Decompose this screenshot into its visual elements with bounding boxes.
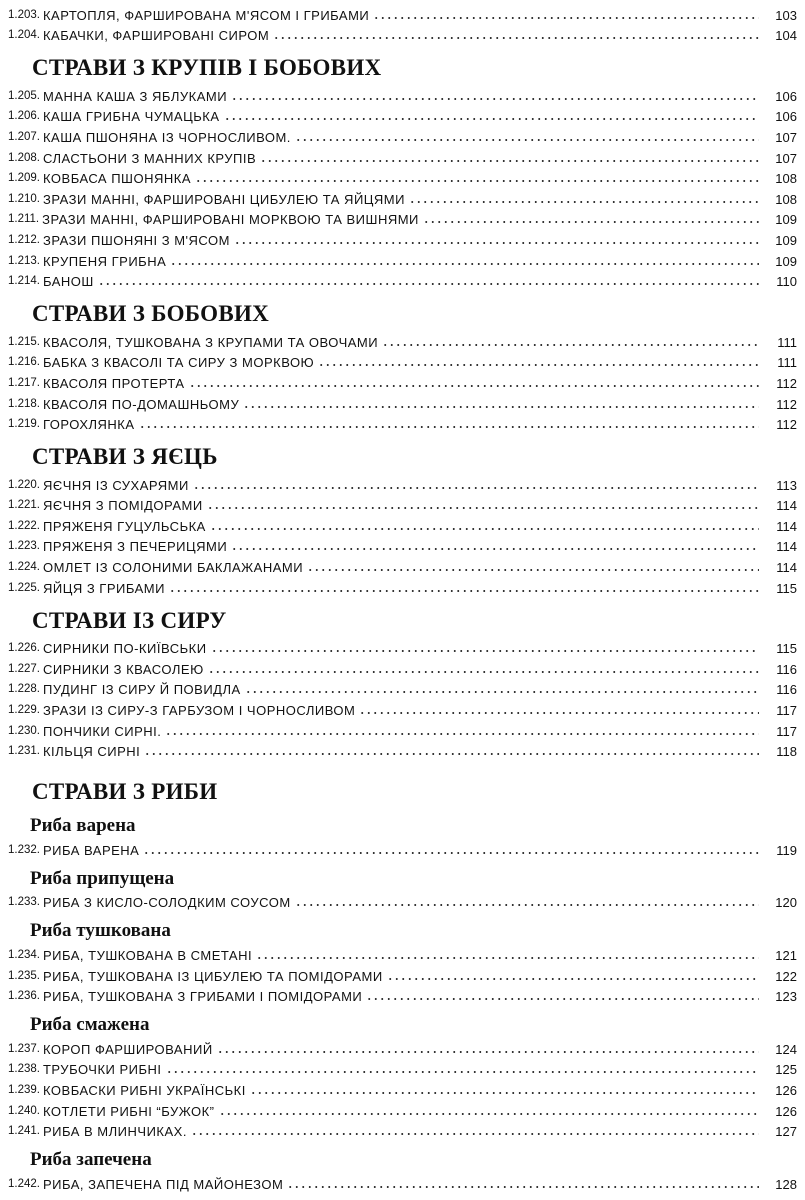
dot-leader bbox=[219, 1112, 760, 1116]
dot-leader bbox=[318, 363, 759, 367]
toc-entry bbox=[8, 23, 797, 44]
toc-entry bbox=[8, 984, 797, 1005]
toc-entry bbox=[8, 718, 797, 739]
entry-number: 1.220. bbox=[8, 478, 40, 491]
toc-entry bbox=[8, 145, 797, 166]
toc-entry bbox=[8, 1077, 797, 1098]
entry-page: 123 bbox=[775, 989, 797, 1005]
entry-page: 109 bbox=[775, 212, 797, 228]
toc-entry bbox=[8, 1057, 797, 1078]
entry-title: ЗРАЗИ ПШОНЯНІ З М'ЯСОМ bbox=[42, 232, 230, 248]
entry-title: ПОНЧИКИ СИРНІ. bbox=[42, 723, 162, 739]
toc-entry bbox=[8, 837, 797, 858]
toc-entry bbox=[8, 677, 797, 698]
entry-title: СИРНИКИ З КВАСОЛЕЮ bbox=[42, 661, 204, 677]
entry-title: ГОРОХЛЯНКА bbox=[42, 417, 135, 433]
entry-number: 1.209. bbox=[8, 172, 40, 185]
dot-leader bbox=[217, 1050, 759, 1054]
entry-number: 1.206. bbox=[8, 110, 40, 123]
toc-subsection bbox=[8, 868, 797, 911]
section-heading: СТРАВИ ІЗ СИРУ bbox=[32, 607, 227, 633]
entry-number: 1.239. bbox=[8, 1083, 40, 1096]
entry-page: 113 bbox=[776, 477, 797, 493]
fish-subsections bbox=[8, 815, 797, 1192]
toc-entry bbox=[8, 1119, 797, 1140]
toc-entry bbox=[8, 412, 797, 433]
toc-entry bbox=[8, 942, 797, 963]
entry-title: ПУДИНГ ІЗ СИРУ Й ПОВИДЛА bbox=[42, 682, 241, 698]
entry-number: 1.207. bbox=[8, 130, 40, 143]
entry-title: КАБАЧКИ, ФАРШИРОВАНІ СИРОМ bbox=[42, 28, 270, 44]
entry-page: 108 bbox=[775, 191, 797, 207]
entry-title: КАША ПШОНЯНА ІЗ ЧОРНОСЛИВОМ. bbox=[42, 129, 291, 145]
toc-section bbox=[8, 608, 797, 760]
dot-leader bbox=[166, 1070, 759, 1074]
entry-page: 116 bbox=[776, 661, 797, 677]
entry-page: 126 bbox=[775, 1103, 797, 1119]
toc-entry bbox=[8, 575, 797, 596]
entry-title: КВАСОЛЯ ПРОТЕРТА bbox=[42, 375, 185, 391]
dot-leader bbox=[359, 711, 759, 715]
toc-entry bbox=[8, 207, 797, 228]
toc-entry bbox=[8, 697, 797, 718]
entry-number: 1.229. bbox=[8, 704, 40, 717]
dot-leader bbox=[144, 752, 759, 756]
dot-leader bbox=[189, 384, 759, 388]
entry-number: 1.205. bbox=[8, 89, 40, 102]
entry-page: 118 bbox=[776, 744, 797, 760]
dot-leader bbox=[260, 159, 759, 163]
entry-title: ОМЛЕТ ІЗ СОЛОНИМИ БАКЛАЖАНАМИ bbox=[42, 560, 304, 576]
dot-leader bbox=[243, 405, 759, 409]
toc-entry bbox=[8, 350, 797, 371]
entry-number: 1.238. bbox=[8, 1063, 40, 1076]
entry-title: РИБА, ТУШКОВАНА З ГРИБАМИ І ПОМІДОРАМИ bbox=[42, 989, 363, 1005]
entry-number: 1.210. bbox=[8, 192, 40, 205]
entry-number: 1.217. bbox=[8, 376, 40, 389]
entry-title: ПРЯЖЕНЯ З ПЕЧЕРИЦЯМИ bbox=[42, 539, 228, 555]
entry-page: 106 bbox=[775, 88, 797, 104]
toc-entry bbox=[8, 269, 797, 290]
entry-title: БАНОШ bbox=[42, 274, 94, 290]
toc-entry bbox=[8, 656, 797, 677]
entry-title: БАБКА З КВАСОЛІ ТА СИРУ З МОРКВОЮ bbox=[42, 355, 315, 371]
dot-leader bbox=[139, 425, 759, 429]
entry-number: 1.242. bbox=[8, 1177, 40, 1190]
entry-page: 128 bbox=[775, 1176, 797, 1192]
entry-title: КАРТОПЛЯ, ФАРШИРОВАНА М'ЯСОМ І ГРИБАМИ bbox=[42, 7, 370, 23]
entry-number: 1.221. bbox=[8, 499, 40, 512]
toc-entry bbox=[8, 1171, 797, 1192]
dot-leader bbox=[210, 527, 759, 531]
entry-number: 1.216. bbox=[8, 356, 40, 369]
entry-number: 1.222. bbox=[8, 519, 40, 532]
dot-leader bbox=[287, 1185, 759, 1189]
section-heading: СТРАВИ З КРУПІВ І БОБОВИХ bbox=[32, 55, 382, 81]
entry-number: 1.234. bbox=[8, 949, 40, 961]
dot-leader bbox=[409, 200, 759, 204]
entry-number: 1.223. bbox=[8, 540, 40, 553]
entry-page: 115 bbox=[776, 580, 797, 596]
dot-leader bbox=[256, 956, 759, 960]
toc-entry bbox=[8, 83, 797, 104]
dot-leader bbox=[170, 262, 759, 266]
entry-title: ЗРАЗИ МАННІ, ФАРШИРОВАНІ ЦИБУЛЕЮ ТА ЯЙЦЯМИ bbox=[42, 191, 405, 207]
dot-leader bbox=[273, 36, 759, 40]
entry-number: 1.226. bbox=[8, 642, 40, 655]
toc-entry bbox=[8, 1098, 797, 1119]
entry-number: 1.235. bbox=[8, 969, 40, 982]
entry-number: 1.211. bbox=[8, 213, 40, 226]
entry-page: 104 bbox=[775, 28, 797, 44]
dot-leader bbox=[165, 732, 759, 736]
entry-number: 1.212. bbox=[8, 233, 40, 246]
entry-title: РИБА З КИСЛО-СОЛОДКИМ СОУСОМ bbox=[42, 895, 291, 911]
entry-page: 121 bbox=[775, 948, 797, 963]
fish-section bbox=[8, 779, 797, 1192]
dot-leader bbox=[211, 649, 759, 653]
entry-title: КОРОП ФАРШИРОВАНИЙ bbox=[42, 1041, 213, 1057]
dot-leader bbox=[191, 1132, 759, 1136]
entry-page: 125 bbox=[775, 1062, 797, 1078]
entry-title: КВАСОЛЯ ПО-ДОМАШНЬОМУ bbox=[42, 396, 240, 412]
toc-entry bbox=[8, 329, 797, 350]
entry-title: ЗРАЗИ МАННІ, ФАРШИРОВАНІ МОРКВОЮ ТА ВИШНЯМИ bbox=[42, 212, 419, 228]
entry-page: 103 bbox=[775, 7, 797, 23]
toc-entry bbox=[8, 1036, 797, 1057]
entry-number: 1.208. bbox=[8, 151, 40, 164]
toc-entry bbox=[8, 890, 797, 911]
entry-page: 112 bbox=[776, 396, 797, 412]
entry-number: 1.218. bbox=[8, 397, 40, 410]
entry-page: 111 bbox=[777, 334, 797, 350]
entry-page: 114 bbox=[776, 518, 797, 534]
dot-leader bbox=[307, 568, 759, 572]
entry-number: 1.241. bbox=[8, 1125, 40, 1138]
entry-number: 1.230. bbox=[8, 724, 40, 737]
entry-page: 112 bbox=[776, 417, 797, 433]
entry-page: 109 bbox=[775, 232, 797, 248]
entry-title: КВАСОЛЯ, ТУШКОВАНА З КРУПАМИ ТА ОВОЧАМИ bbox=[42, 334, 379, 350]
entry-title: КОВБАСА ПШОНЯНКА bbox=[42, 171, 191, 187]
dot-leader bbox=[387, 977, 759, 981]
entry-title: ЯЙЦЯ З ГРИБАМИ bbox=[42, 580, 165, 596]
entry-title: ЯЄЧНЯ З ПОМІДОРАМИ bbox=[42, 498, 203, 514]
dot-leader bbox=[193, 486, 759, 490]
section-heading: СТРАВИ З ЯЄЦЬ bbox=[32, 444, 218, 470]
entry-title: КІЛЬЦЯ СИРНІ bbox=[42, 744, 141, 760]
entry-page: 106 bbox=[775, 109, 797, 125]
entry-title: ПРЯЖЕНЯ ГУЦУЛЬСЬКА bbox=[42, 518, 206, 534]
entry-title: КАША ГРИБНА ЧУМАЦЬКА bbox=[42, 109, 220, 125]
entry-title: РИБА ВАРЕНА bbox=[42, 842, 140, 858]
toc-entry bbox=[8, 186, 797, 207]
entry-number: 1.232. bbox=[8, 843, 40, 856]
toc-entry bbox=[8, 104, 797, 125]
entry-title: ТРУБОЧКИ РИБНІ bbox=[42, 1062, 162, 1078]
entry-title: КОВБАСКИ РИБНІ УКРАЇНСЬКІ bbox=[42, 1082, 246, 1098]
entry-page: 108 bbox=[775, 171, 797, 187]
entry-number: 1.236. bbox=[8, 990, 40, 1003]
toc-entry bbox=[8, 534, 797, 555]
dot-leader bbox=[423, 220, 759, 224]
toc-entry bbox=[8, 472, 797, 493]
toc-entry bbox=[8, 636, 797, 657]
toc-entry bbox=[8, 248, 797, 269]
entry-title: РИБА, ТУШКОВАНА ІЗ ЦИБУЛЕЮ ТА ПОМІДОРАМИ bbox=[42, 968, 383, 984]
toc-section bbox=[8, 301, 797, 432]
section-heading: СТРАВИ З БОБОВИХ bbox=[32, 301, 270, 327]
dot-leader bbox=[250, 1091, 759, 1095]
top-entries bbox=[8, 2, 797, 43]
dot-leader bbox=[169, 589, 759, 593]
dot-leader bbox=[98, 282, 759, 286]
toc-entry bbox=[8, 513, 797, 534]
dot-leader bbox=[373, 16, 759, 20]
entry-page: 119 bbox=[776, 842, 797, 858]
toc-subsection bbox=[8, 815, 797, 858]
toc-entry bbox=[8, 963, 797, 984]
entry-number: 1.215. bbox=[8, 335, 40, 348]
entry-number: 1.225. bbox=[8, 581, 40, 594]
dot-leader bbox=[295, 903, 759, 907]
entry-title: ЗРАЗИ ІЗ СИРУ-З ГАРБУЗОМ І ЧОРНОСЛИВОМ bbox=[42, 703, 356, 719]
section-heading: СТРАВИ З РИБИ bbox=[32, 779, 218, 805]
entry-page: 122 bbox=[775, 968, 797, 984]
entry-page: 117 bbox=[776, 723, 797, 739]
entry-page: 114 bbox=[776, 498, 797, 514]
dot-leader bbox=[208, 670, 759, 674]
toc-entry bbox=[8, 370, 797, 391]
entry-title: РИБА, ТУШКОВАНА В СМЕТАНІ bbox=[42, 948, 253, 963]
entry-page: 109 bbox=[775, 253, 797, 269]
toc-subsection bbox=[8, 920, 797, 1004]
toc-entry bbox=[8, 166, 797, 187]
entry-title: СИРНИКИ ПО-КИЇВСЬКИ bbox=[42, 641, 207, 657]
entry-number: 1.233. bbox=[8, 896, 40, 909]
toc-entry bbox=[8, 493, 797, 514]
toc-sections bbox=[8, 55, 797, 759]
toc-entry bbox=[8, 2, 797, 23]
dot-leader bbox=[245, 690, 759, 694]
toc-entry bbox=[8, 554, 797, 575]
dot-leader bbox=[143, 851, 759, 855]
dot-leader bbox=[366, 997, 759, 1001]
entry-page: 112 bbox=[776, 375, 797, 391]
entry-number: 1.228. bbox=[8, 683, 40, 696]
subsection-heading: Риба варена bbox=[30, 815, 136, 837]
toc-entry bbox=[8, 391, 797, 412]
entry-title: СЛАСТЬОНИ З МАННИХ КРУПІВ bbox=[42, 150, 257, 166]
dot-leader bbox=[231, 547, 759, 551]
subsection-heading: Риба припущена bbox=[30, 867, 175, 889]
entry-title: ЯЄЧНЯ ІЗ СУХАРЯМИ bbox=[42, 477, 189, 493]
entry-page: 110 bbox=[776, 274, 797, 290]
entry-number: 1.219. bbox=[8, 418, 40, 431]
entry-page: 127 bbox=[775, 1124, 797, 1140]
entry-page: 115 bbox=[776, 641, 797, 657]
toc-entry bbox=[8, 227, 797, 248]
toc-subsection bbox=[8, 1014, 797, 1139]
toc-section bbox=[8, 55, 797, 289]
dot-leader bbox=[234, 241, 759, 245]
entry-page: 116 bbox=[776, 682, 797, 698]
entry-title: МАННА КАША З ЯБЛУКАМИ bbox=[42, 88, 228, 104]
toc-subsection bbox=[8, 1149, 797, 1192]
entry-page: 114 bbox=[776, 560, 797, 576]
entry-number: 1.204. bbox=[8, 29, 40, 42]
entry-page: 124 bbox=[775, 1041, 797, 1057]
entry-number: 1.240. bbox=[8, 1104, 40, 1117]
dot-leader bbox=[231, 97, 759, 101]
entry-page: 120 bbox=[775, 895, 797, 911]
entry-title: КРУПЕНЯ ГРИБНА bbox=[42, 253, 167, 269]
subsection-heading: Риба запечена bbox=[30, 1149, 152, 1171]
entry-page: 107 bbox=[775, 150, 797, 166]
entry-page: 126 bbox=[775, 1082, 797, 1098]
entry-page: 117 bbox=[776, 703, 797, 719]
entry-number: 1.214. bbox=[8, 275, 40, 288]
dot-leader bbox=[295, 138, 759, 142]
subsection-heading: Риба тушкована bbox=[30, 920, 171, 942]
toc-section bbox=[8, 444, 797, 596]
entry-title: РИБА, ЗАПЕЧЕНА ПІД МАЙОНЕЗОМ bbox=[42, 1176, 284, 1192]
entry-title: КОТЛЕТИ РИБНІ “БУЖОК” bbox=[42, 1103, 215, 1119]
dot-leader bbox=[195, 179, 759, 183]
entry-number: 1.227. bbox=[8, 662, 40, 675]
dot-leader bbox=[207, 506, 759, 510]
entry-number: 1.237. bbox=[8, 1042, 40, 1055]
dot-leader bbox=[224, 117, 760, 121]
entry-number: 1.213. bbox=[8, 254, 40, 267]
toc-entry bbox=[8, 739, 797, 760]
entry-page: 114 bbox=[776, 539, 797, 555]
entry-page: 111 bbox=[777, 355, 797, 371]
toc-entry bbox=[8, 124, 797, 145]
entry-title: РИБА В МЛИНЧИКАХ. bbox=[42, 1124, 187, 1140]
entry-page: 107 bbox=[775, 129, 797, 145]
entry-number: 1.203. bbox=[8, 8, 40, 21]
entry-number: 1.231. bbox=[8, 745, 40, 758]
entry-number: 1.224. bbox=[8, 561, 40, 574]
dot-leader bbox=[382, 343, 759, 347]
subsection-heading: Риба смажена bbox=[30, 1014, 150, 1036]
